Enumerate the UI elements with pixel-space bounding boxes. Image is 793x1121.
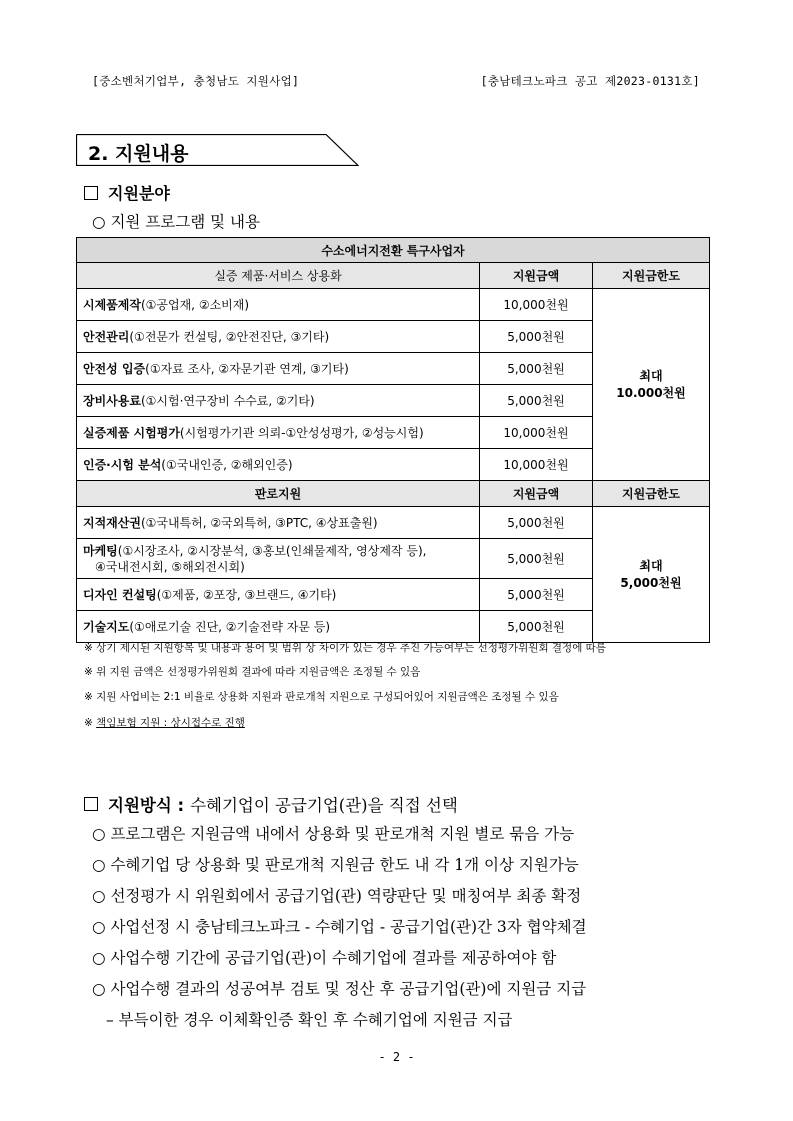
row-amount: 5,000천원 bbox=[480, 611, 593, 643]
table-top-header: 수소에너지전환 특구사업자 bbox=[77, 238, 710, 263]
support-method-label: 지원방식 : bbox=[108, 796, 185, 815]
group1-amount-header: 지원금액 bbox=[480, 263, 593, 289]
row-title: 기술지도 bbox=[83, 620, 130, 634]
row-amount: 5,000천원 bbox=[480, 353, 593, 385]
checkbox-square-icon bbox=[84, 797, 98, 811]
row-title: 디자인 컨설팅 bbox=[83, 588, 157, 602]
row-detail: (①자료 조사, ②자문기관 연계, ③기타) bbox=[145, 362, 349, 376]
row-amount: 10,000천원 bbox=[480, 449, 593, 481]
group2-amount-header: 지원금액 bbox=[480, 481, 593, 507]
row-detail: (①전문가 컨설팅, ②안전진단, ③기타) bbox=[129, 330, 330, 344]
row-title: 시제품제작 bbox=[83, 298, 141, 312]
method-bullet-5: ○ 사업수행 기간에 공급기업(관)이 수혜기업에 결과를 제공하여야 함 bbox=[92, 949, 557, 967]
row-amount: 5,000천원 bbox=[480, 539, 593, 579]
group2-limit-line2: 5,000천원 bbox=[620, 575, 682, 590]
row-amount: 10,000천원 bbox=[480, 289, 593, 321]
row-detail: (①애로기술 진단, ②기술전략 자문 등) bbox=[129, 620, 331, 634]
group1-limit-header: 지원금한도 bbox=[593, 263, 710, 289]
note-1: ※ 상기 제시된 지원항목 및 내용과 용어 및 범위 상 차이가 있는 경우 추진 가능여부는 선정평가위원회 결정에 따름 bbox=[84, 642, 606, 654]
note-3: ※ 지원 사업비는 2:1 비율로 상용화 지원과 판로개척 지원으로 구성되어있어 지원금액은 조정될 수 있음 bbox=[84, 691, 559, 703]
row-title: 마케팅 bbox=[83, 543, 118, 558]
row-detail: (①국내특허, ②국외특허, ③PTC, ④상표출원) bbox=[140, 516, 378, 530]
group2-limit-line1: 최대 bbox=[639, 558, 663, 573]
group2-limit-header: 지원금한도 bbox=[593, 481, 710, 507]
table-row bbox=[77, 507, 710, 539]
row-title: 인증·시험 분석 bbox=[83, 458, 162, 472]
table-row bbox=[77, 289, 710, 321]
program-bullet: ○ 지원 프로그램 및 내용 bbox=[92, 213, 260, 231]
row-detail: (①시장조사, ②시장분석, ③홍보(인쇄물제작, 영상제작 등), bbox=[117, 543, 427, 558]
support-method-text: 수혜기업이 공급기업(관)을 직접 선택 bbox=[190, 796, 458, 815]
checkbox-square-icon bbox=[84, 186, 98, 200]
method-bullet-4: ○ 사업선정 시 충남테크노파크 - 수혜기업 - 공급기업(관)간 3자 협약체결 bbox=[92, 918, 587, 936]
support-table bbox=[76, 237, 710, 643]
note-4-underlined: 책임보험 지원 : 상시접수로 진행 bbox=[96, 717, 245, 729]
note-4-prefix: ※ bbox=[84, 717, 97, 729]
group1-limit bbox=[593, 289, 710, 481]
support-area-label: 지원분야 bbox=[108, 184, 170, 203]
note-4 bbox=[84, 715, 245, 730]
support-method-heading bbox=[84, 792, 458, 816]
group1-header: 실증 제품·서비스 상용화 bbox=[77, 263, 480, 289]
row-detail-2: ④국내전시회, ⑤해외전시회) bbox=[95, 559, 245, 574]
page-number: - 2 - bbox=[378, 1050, 415, 1064]
row-detail: (①시험·연구장비 수수료, ②기타) bbox=[140, 394, 315, 408]
note-2: ※ 위 지원 금액은 선정평가위원회 결과에 따라 지원금액은 조정될 수 있음 bbox=[84, 666, 421, 678]
method-bullet-3: ○ 선정평가 시 위원회에서 공급기업(관) 역량판단 및 매칭여부 최종 확정 bbox=[92, 887, 582, 905]
method-bullet-6: ○ 사업수행 결과의 성공여부 검토 및 정산 후 공급기업(관)에 지원금 지급 bbox=[92, 980, 587, 998]
row-title: 실증제품 시험평가 bbox=[83, 426, 180, 440]
row-title: 장비사용료 bbox=[83, 394, 141, 408]
group1-limit-line2: 10.000천원 bbox=[616, 385, 686, 400]
row-amount: 5,000천원 bbox=[480, 579, 593, 611]
row-amount: 5,000천원 bbox=[480, 321, 593, 353]
row-title: 지적재산권 bbox=[83, 516, 141, 530]
row-title: 안전관리 bbox=[83, 330, 130, 344]
method-bullet-1: ○ 프로그램은 지원금액 내에서 상용화 및 판로개척 지원 별로 묶음 가능 bbox=[92, 825, 575, 843]
row-detail: (시험평가기관 의뢰-①안성성평가, ②성능시험) bbox=[179, 426, 424, 440]
method-sub-bullet: – 부득이한 경우 이체확인증 확인 후 수혜기업에 지원금 지급 bbox=[106, 1011, 513, 1029]
row-amount: 10,000천원 bbox=[480, 417, 593, 449]
header-right: [충남테크노파크 공고 제2023-0131호] bbox=[480, 74, 700, 88]
group2-header: 판로지원 bbox=[77, 481, 480, 507]
row-amount: 5,000천원 bbox=[480, 385, 593, 417]
row-detail: (①제품, ②포장, ③브랜드, ④기타) bbox=[156, 588, 337, 602]
group2-limit bbox=[593, 507, 710, 643]
header-left: [중소벤처기업부, 충청남도 지원사업] bbox=[92, 74, 300, 88]
section-title: 2. 지원내용 bbox=[88, 143, 189, 165]
row-amount: 5,000천원 bbox=[480, 507, 593, 539]
row-title: 안전성 입증 bbox=[83, 362, 146, 376]
support-area-heading bbox=[84, 181, 170, 204]
row-detail: (①국내인증, ②해외인증) bbox=[161, 458, 293, 472]
group1-limit-line1: 최대 bbox=[639, 368, 663, 383]
row-detail: (①공업재, ②소비재) bbox=[140, 298, 250, 312]
section-title-box bbox=[76, 134, 359, 166]
method-bullet-2: ○ 수혜기업 당 상용화 및 판로개척 지원금 한도 내 각 1개 이상 지원가능 bbox=[92, 856, 579, 874]
